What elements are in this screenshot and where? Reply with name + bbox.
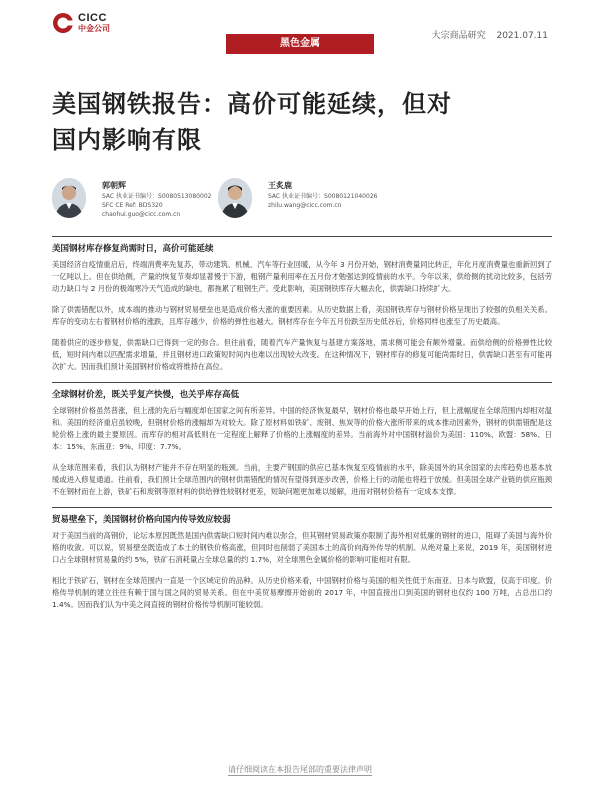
- title-line-2: 国内影响有限: [52, 126, 202, 154]
- paragraph: 对于美国当前的高钢价，论坛本原因既然是国内供需缺口短时间内难以弥合，但其钢材贸易政策亦限制了海外相对低廉的钢材的进口，阻碍了美国与海外价格的收敛。可以说，贸易壁垒既造成了本土的钢铁价格高涨，但同时也削弱了美国本土的高价向海外传导的机制。从绝对量上来说，2019 年，美国钢材进口占全球钢材贸易量的约 5%，铁矿石消耗量占全球总量的约 1.7%，对全球黑色金属价格的影响可能相对有限。: [52, 531, 552, 564]
- author-license: SAC 执业证书编号：S0080513080002: [102, 193, 212, 200]
- report-meta: [432, 28, 548, 41]
- page-title: [52, 86, 552, 158]
- author-sfc: SFC CE Ref: BDS320: [102, 202, 163, 209]
- paragraph: 从全球范围来看，我们认为钢材产能并不存在明显的瓶颈。当前，主要产钢国的供应已基本恢复至疫情前的水平，除美国外的其余国家的去库趋势也基本放缓或进入修复通道。往前看，我们预计全球范围内的钢材供需错配的情况有望得到逐步改善，价格上行的动能也将趋于放缓。但美国全球产业链的供应瓶颈不在钢材而在上游，铁矿石和废钢等原材料的供给弹性较钢材更差，短缺问题更加难以缓解，进而对钢材价格有一定成本支撑。: [52, 463, 552, 496]
- author-email[interactable]: zhilu.wang@cicc.com.cn: [268, 202, 342, 209]
- author-name: 王炙鹿: [268, 181, 292, 190]
- footer-link[interactable]: 请仔细阅读在本报告尾部的重要法律声明: [228, 765, 372, 774]
- report-date: 2021.07.11: [496, 31, 548, 41]
- person-icon: [52, 178, 86, 218]
- paragraph: 除了供需错配以外，成本端的推动与钢材贸易壁垒也是造成价格大涨的重要因素。从历史数据上看，美国钢铁库存与钢材价格呈现出了较强的负相关关系。库存的变动左右着钢材价格的涨跌，且库存越少，价格的弹性也越大。钢材库存在今年五月份跌至历史低谷后，价格同样也涨至了历史最高。: [52, 305, 552, 326]
- section-tag: 黑色金属: [226, 34, 374, 54]
- avatar: [52, 178, 86, 218]
- author-card: [218, 178, 377, 218]
- person-icon: [218, 178, 252, 218]
- paragraph: 随着供应的逐步修复，供需缺口已得到一定的弥合。但往前看，随着汽车产量恢复与基建方案落地，需求侧可能会有额外增量。而供给侧的价格弹性比较低，短时间内难以匹配需求增量，并且钢材进口政策短时间内也难以出现较大改变。在这种情况下，钢材库存的修复可能尚需时日，供需缺口甚至有可能再次扩大。因而我们预计美国钢材价格或将维持在高位。: [52, 338, 552, 371]
- author-email[interactable]: chaohui.guo@cicc.com.cn: [102, 211, 181, 218]
- logo-english: CICC: [78, 12, 107, 24]
- author-license: SAC 执业证书编号：S0080121040026: [268, 193, 378, 200]
- paragraph: 相比于铁矿石，钢材在全球范围内一直是一个区域定价的品种。从历史价格来看，中国钢材价格与美国的相关性低于东南亚、日本与欧盟，仅高于印度。价格传导机制的建立往往有赖于国与国之间的贸易关系。但在中美贸易摩擦开始前的 2017 年，中国直接出口到美国的钢材也仅约 100 万吨，占总出口约 1.4%。因而我们认为中美之间直接的钢材价格传导机制可能较弱。: [52, 576, 552, 609]
- section-divider: [52, 382, 552, 383]
- paragraph: 美国经济自疫情重启后，终端消费率先复苏，带动建筑、机械、汽车等行业回暖，从今年 3 月份开始，钢材消费量同比转正，年化月度消费量也重新回到了一亿吨以上。但在供给侧，产量的恢复节奏却显著慢于下游，粗钢产量利用率在五月份才勉强达到疫情前的水平。今年以来，供给侧的扰动比较多，包括劳动力缺口与 2 月份的极端寒冷天气造成的缺电，都拖累了粗钢生产。受此影响，美国钢铁库存大幅去化，供需缺口持续扩大。: [52, 260, 552, 293]
- section-heading: 全球钢材价差，既关乎复产快慢，也关乎库存高低: [52, 390, 240, 400]
- section-divider: [52, 507, 552, 508]
- section-divider: [52, 236, 552, 237]
- paragraph: 全球钢材价格虽然普涨，但上涨的先后与幅度却在国家之间有所差异。中国的经济恢复最早，钢材价格也最早开始上行，但上涨幅度在全球范围内却相对温和。美国的经济重启虽较晚，但钢材价格的涨幅却为对较大。除了原材料如铁矿、废钢、焦炭等的价格大涨所带来的成本推动因素外，钢材的供需错配是这轮价格上涨的最主要原因。而库存的相对高低则在一定程度上解释了价格的上涨幅度的差异。当前海外对中国钢材溢价为美国：110%、欧盟：58%、日本：15%、东南亚：9%、印度：7.7%。: [52, 406, 552, 451]
- title-line-1: 美国钢铁报告：高价可能延续，但对: [52, 90, 452, 118]
- cicc-logo: [52, 12, 110, 34]
- author-card: [52, 178, 211, 219]
- report-type: 大宗商品研究: [431, 31, 486, 41]
- section-heading: 美国钢材库存修复尚需时日，高价可能延续: [52, 244, 214, 254]
- report-body: [52, 236, 552, 620]
- section-heading: 贸易壁垒下，美国钢材价格向国内传导效应较弱: [52, 515, 231, 525]
- author-name: 郭朝辉: [102, 181, 126, 190]
- logo-chinese: 中金公司: [78, 24, 110, 33]
- cicc-logo-icon: [52, 12, 74, 34]
- footer-disclaimer: [0, 764, 600, 775]
- avatar: [218, 178, 252, 218]
